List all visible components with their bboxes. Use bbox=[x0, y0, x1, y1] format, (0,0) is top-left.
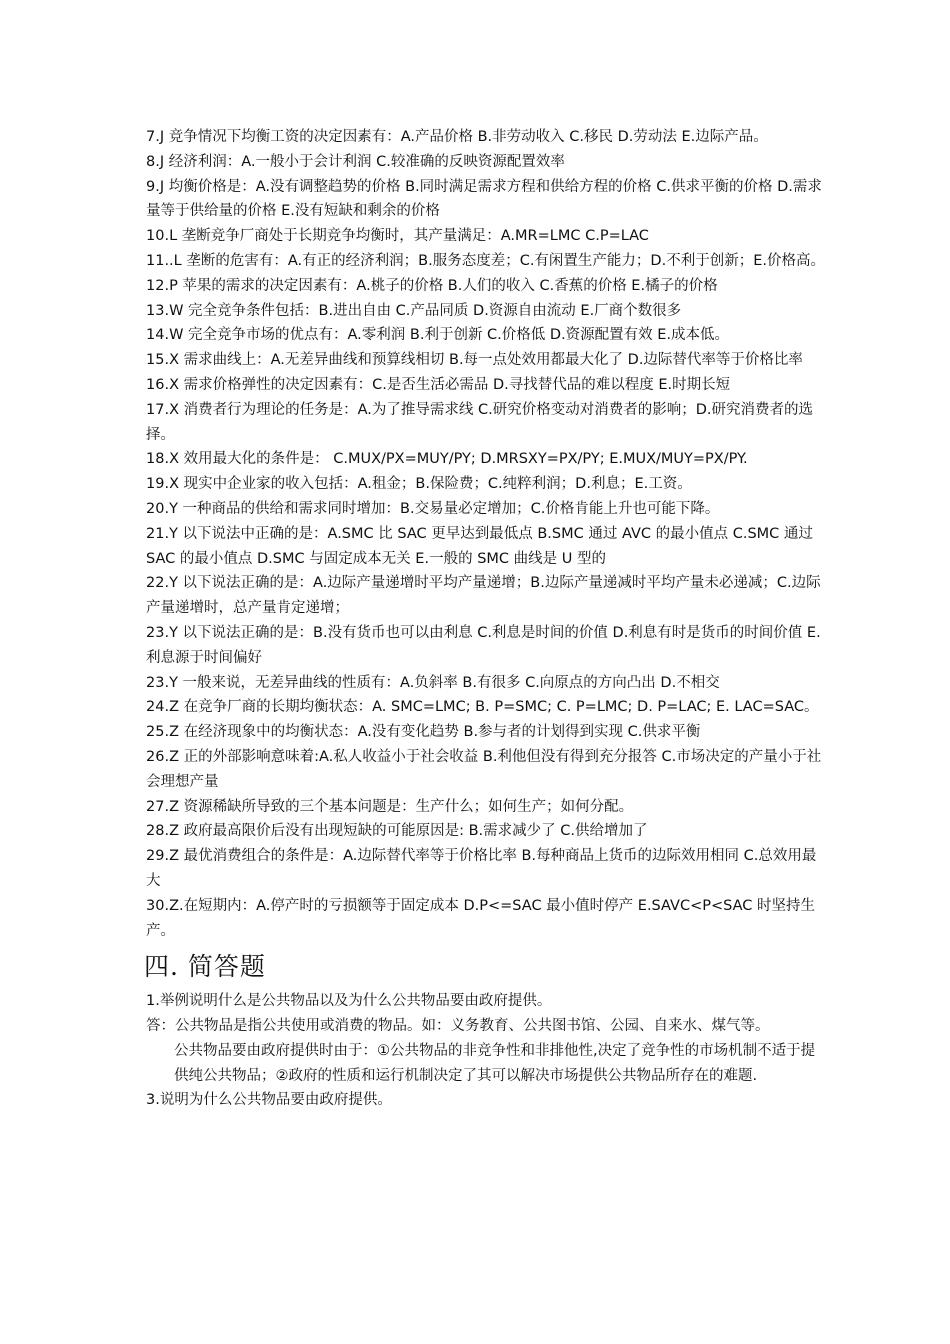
item-letter: W bbox=[169, 327, 184, 344]
list-item bbox=[146, 571, 826, 621]
item-number: 26. bbox=[146, 748, 170, 765]
item-number: 12. bbox=[146, 277, 170, 294]
item-text: 政府最高限价后没有出现短缺的可能原因是: B.需求减少了 C.供给增加了 bbox=[179, 823, 648, 840]
list-item bbox=[146, 447, 826, 472]
item-text: 需求价格弹性的决定因素有：C.是否生活必需品 D.寻找替代品的难以程度 E.时期长短 bbox=[179, 376, 731, 393]
item-text: 最优消费组合的条件是：A.边际替代率等于价格比率 B.每种商品上货币的边际效用相同 C.总效用最大 bbox=[146, 848, 817, 889]
item-number: 17. bbox=[146, 401, 170, 418]
item-text: 均衡价格是：A.没有调整趋势的价格 B.同时满足需求方程和供给方程的价格 C.供求平衡的价格 D.需求量等于供给量的价格 E.没有短缺和剩余的价格 bbox=[146, 178, 822, 220]
list-item bbox=[146, 695, 826, 720]
question-3: 3.说明为什么公共物品要由政府提供。 bbox=[146, 1092, 392, 1109]
item-number: 27. bbox=[146, 798, 170, 815]
item-text: 以下说法中正确的是：A.SMC 比 SAC 更早达到最低点 B.SMC 通过 AVC 的最小值点 C.SMC 通过 SAC 的最小值点 D.SMC 与固定成本无关 E.一般的 SMC 曲线是 U 型的 bbox=[146, 525, 813, 567]
list-item bbox=[146, 497, 826, 522]
list-item bbox=[146, 720, 826, 745]
list-item bbox=[146, 671, 826, 696]
list-item bbox=[146, 522, 826, 572]
item-letter: Y bbox=[169, 500, 178, 517]
item-number: 19. bbox=[146, 476, 170, 493]
item-text: 一般来说，无差异曲线的性质有：A.负斜率 B.有很多 C.向原点的方向凸出 D.不相交 bbox=[177, 674, 720, 691]
item-number: 15. bbox=[146, 352, 170, 369]
list-item bbox=[146, 472, 826, 497]
item-number: 18. bbox=[146, 451, 170, 468]
list-item bbox=[146, 224, 826, 249]
item-text: 正的外部影响意味着:A.私人收益小于社会收益 B.利他但没有得到充分报答 C.市场决定的产量小于社会理想产量 bbox=[146, 748, 822, 790]
list-item bbox=[146, 398, 826, 448]
list-item bbox=[146, 249, 826, 274]
list-item bbox=[146, 373, 826, 398]
item-text: 垄断的危害有：A.有正的经济利润；B.服务态度差；C.有闲置生产能力；D.不利于创新；E.价格高。 bbox=[181, 252, 825, 269]
item-number: 21. bbox=[146, 525, 170, 542]
item-letter: X bbox=[169, 451, 179, 468]
multiple-choice-list bbox=[146, 125, 826, 943]
list-item bbox=[146, 125, 826, 150]
section-title: 四. 简答题 bbox=[144, 952, 266, 982]
item-number: 16. bbox=[146, 376, 170, 393]
item-letter: L bbox=[169, 228, 178, 245]
item-letter: Z bbox=[169, 699, 179, 716]
item-text: 消费者行为理论的任务是：A.为了推导需求线 C.研究价格变动对消费者的影响；D.研究消费者的选择。 bbox=[146, 401, 813, 443]
item-text: 效用最大化的条件是： C.MUX/PX=MUY/PY; D.MRSXY=PX/PY; E.MUX/MUY=PX/PY. bbox=[179, 451, 748, 468]
item-letter: Z bbox=[169, 748, 179, 765]
item-letter: Z bbox=[169, 798, 179, 815]
list-item bbox=[146, 299, 826, 324]
item-number: 11.. bbox=[146, 252, 174, 269]
item-letter: J bbox=[159, 153, 165, 170]
list-item bbox=[146, 150, 826, 175]
list-item bbox=[146, 894, 826, 944]
item-text: 在竞争厂商的长期均衡状态：A. SMC=LMC; B. P=SMC; C. P=LMC; D. P=LAC; E. LAC=SAC。 bbox=[179, 699, 819, 716]
item-text: 完全竞争市场的优点有：A.零利润 B.利于创新 C.价格低 D.资源配置有效 E.成本低。 bbox=[183, 327, 730, 344]
item-letter: Z bbox=[169, 848, 179, 865]
item-letter: J bbox=[159, 129, 165, 145]
item-letter: X bbox=[169, 376, 179, 393]
list-item bbox=[146, 745, 826, 795]
item-text: 经济利润：A.一般小于会计利润 C.较准确的反映资源配置效率 bbox=[164, 153, 565, 170]
list-item bbox=[146, 621, 826, 671]
item-number: 22. bbox=[146, 575, 170, 592]
item-text: 以下说法正确的是：A.边际产量递增时平均产量递增；B.边际产量递减时平均产量未必递减；C.边际产量递增时，总产量肯定递增； bbox=[146, 575, 821, 617]
item-number: 7. bbox=[146, 129, 160, 145]
item-number: 23. bbox=[146, 624, 170, 641]
item-letter: Y bbox=[169, 525, 178, 542]
item-letter: X bbox=[169, 352, 179, 369]
item-text: 在经济现象中的均衡状态：A.没有变化趋势 B.参与者的计划得到实现 C.供求平衡 bbox=[179, 724, 701, 741]
list-item bbox=[146, 274, 826, 299]
item-letter: Z bbox=[169, 724, 179, 741]
item-number: 23. bbox=[146, 674, 170, 691]
item-text: 苹果的需求的决定因素有：A.桃子的价格 B.人们的收入 C.香蕉的价格 E.橘子的价格 bbox=[177, 277, 718, 294]
item-number: 28. bbox=[146, 823, 170, 840]
item-letter: J bbox=[159, 178, 165, 195]
item-number: 14. bbox=[146, 327, 170, 344]
item-text: 需求曲线上：A.无差异曲线和预算线相切 B.每一点处效用都最大化了 D.边际替代率等于价格比率 bbox=[179, 352, 803, 369]
question-1: 1.举例说明什么是公共物品以及为什么公共物品要由政府提供。 bbox=[146, 993, 552, 1010]
list-item bbox=[146, 323, 826, 348]
item-text: .在短期内：A.停产时的亏损额等于固定成本 D.P<=SAC 最小值时停产 E.SAVC<P<SAC 时坚持生产。 bbox=[146, 897, 815, 939]
item-text: 资源稀缺所导致的三个基本问题是：生产什么；如何生产；如何分配。 bbox=[179, 798, 634, 815]
item-number: 20. bbox=[146, 500, 170, 517]
list-item bbox=[146, 348, 826, 373]
item-letter: X bbox=[169, 401, 179, 418]
item-number: 30. bbox=[146, 897, 170, 914]
item-letter: W bbox=[169, 302, 184, 319]
item-letter: Z bbox=[169, 823, 179, 840]
document-page bbox=[146, 125, 826, 1113]
answer-1-continued: 公共物品要由政府提供时由于：①公共物品的非竞争性和非排他性,决定了竞争性的市场机制不适于提供纯公共物品；②政府的性质和运行机制决定了其可以解决市场提供公共物品所存在的难题. bbox=[174, 1042, 816, 1084]
item-number: 10. bbox=[146, 228, 170, 245]
item-number: 24. bbox=[146, 699, 170, 716]
item-letter: Y bbox=[169, 624, 178, 641]
item-text: 一种商品的供给和需求同时增加：B.交易量必定增加；C.价格肯能上升也可能下降。 bbox=[177, 500, 720, 517]
list-item bbox=[146, 175, 826, 225]
item-text: 竞争情况下均衡工资的决定因素有：A.产品价格 B.非劳动收入 C.移民 D.劳动法 E.边际产品。 bbox=[164, 129, 768, 145]
item-text: 完全竞争条件包括：B.进出自由 C.产品同质 D.资源自由流动 E.厂商个数很多 bbox=[183, 302, 682, 319]
item-text: 以下说法正确的是：B.没有货币也可以由利息 C.利息是时间的价值 D.利息有时是货币的时间价值 E.利息源于时间偏好 bbox=[146, 624, 821, 666]
item-letter: Z bbox=[169, 897, 179, 914]
item-number: 29. bbox=[146, 848, 170, 865]
item-letter: Y bbox=[169, 674, 178, 691]
list-item bbox=[146, 844, 826, 894]
item-number: 9. bbox=[146, 178, 160, 195]
item-letter: X bbox=[169, 476, 179, 493]
item-letter: P bbox=[169, 277, 178, 294]
item-letter: Y bbox=[169, 575, 178, 592]
item-letter: L bbox=[173, 252, 182, 269]
item-number: 8. bbox=[146, 153, 160, 170]
item-text: 现实中企业家的收入包括：A.租金；B.保险费；C.纯粹利润；D.利息；E.工资。 bbox=[179, 476, 692, 493]
item-text: 垄断竞争厂商处于长期竞争均衡时，其产量满足：A.MR=LMC C.P=LAC bbox=[177, 228, 649, 245]
item-number: 13. bbox=[146, 302, 170, 319]
list-item bbox=[146, 819, 826, 844]
list-item bbox=[146, 795, 826, 820]
item-number: 25. bbox=[146, 724, 170, 741]
answer-1: 答：公共物品是指公共使用或消费的物品。如：义务教育、公共图书馆、公园、自来水、煤气等。 bbox=[146, 1018, 770, 1035]
